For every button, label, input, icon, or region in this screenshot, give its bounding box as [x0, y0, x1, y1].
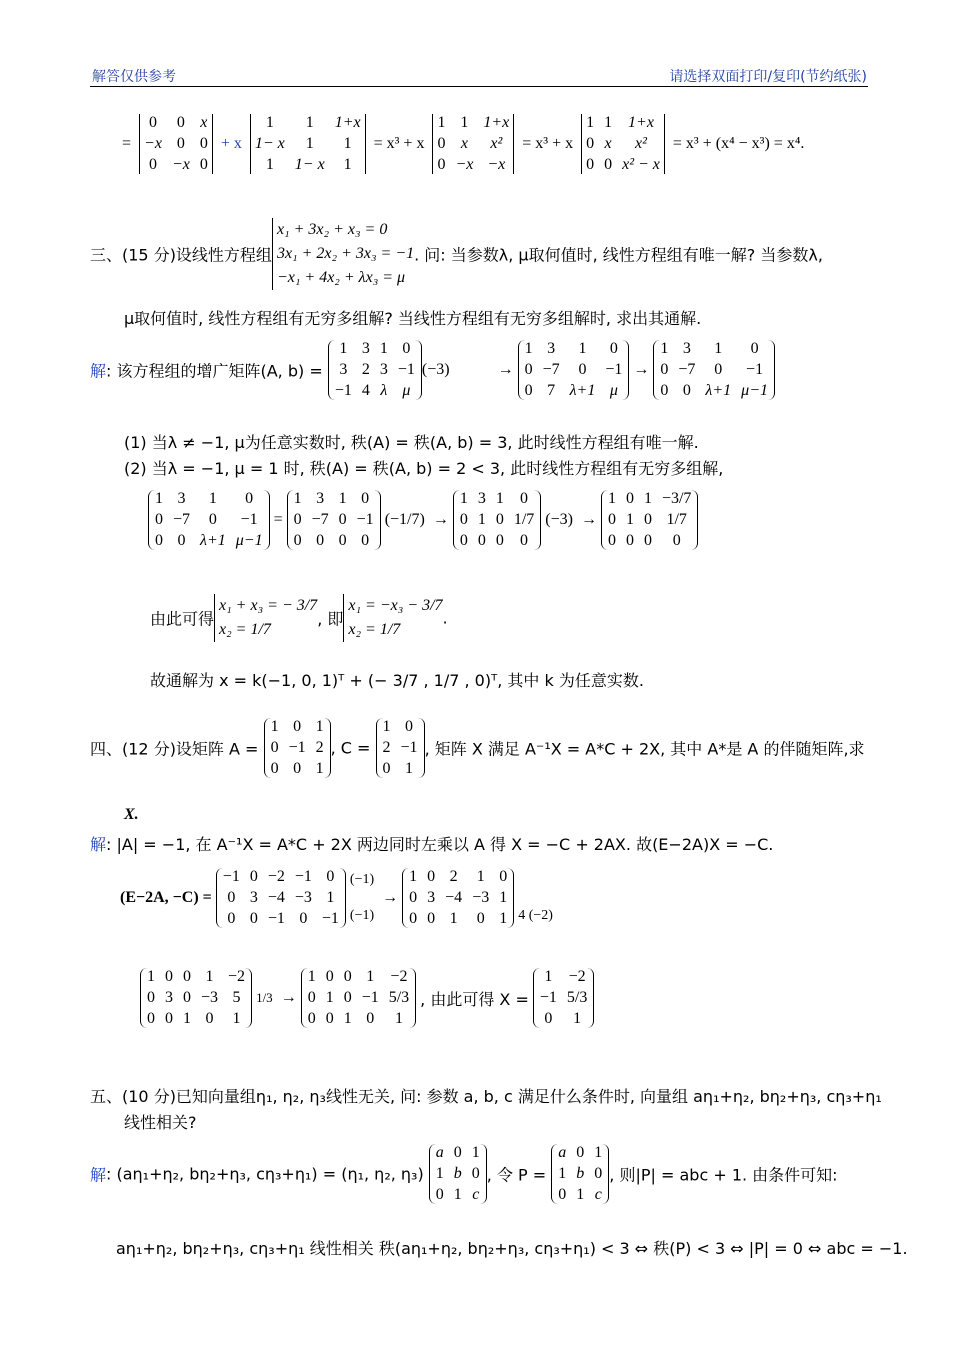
s3-problem [90, 218, 823, 290]
matrix-cell: μ [402, 382, 411, 399]
matrix-cell: 0 [245, 490, 254, 507]
matrix-cell: c [594, 1186, 602, 1203]
matrix-cell: 0 [147, 989, 155, 1006]
s3-m1 [328, 340, 422, 400]
solution-label: 解 [90, 1165, 107, 1185]
matrix-cell: 1 [265, 156, 274, 173]
s3-eq1: x₁ + 3x₂ + x₃ = 0 [276, 221, 388, 238]
matrix-cell: 1 [405, 760, 414, 777]
matrix-cell: λ [380, 382, 388, 399]
matrix-cell: 0 [361, 490, 370, 507]
matrix-cell: −1 [240, 511, 258, 528]
matrix-cell: x [200, 114, 208, 131]
matrix-cell: 1+x [334, 114, 361, 131]
matrix-cell: 1 [476, 868, 485, 885]
matrix-cell: 1 [524, 340, 533, 357]
matrix-cell: −3 [472, 889, 490, 906]
s3-eq2: 3x₁ + 2x₂ + 3x₃ = −1 [276, 245, 415, 262]
solution-label: 解 [90, 361, 107, 381]
matrix-cell: 1/7 [513, 511, 535, 528]
matrix-cell: 0 [326, 868, 335, 885]
matrix-cell: 0 [750, 340, 759, 357]
s4-a1 [216, 868, 346, 928]
matrix-cell: 0 [499, 868, 508, 885]
header-left: 解答仅供参考 [92, 69, 176, 85]
s5-M [429, 1144, 487, 1204]
s5-P-tail: , 则|P| = abc + 1. 由条件可知: [609, 1165, 838, 1185]
matrix-cell: −1 [321, 910, 339, 927]
matrix-cell: 3 [165, 989, 173, 1006]
matrix-cell: −2 [228, 968, 246, 985]
matrix-cell: 0 [148, 114, 157, 131]
matrix-cell: 0 [361, 532, 370, 549]
matrix-cell: 0 [227, 910, 236, 927]
derive-sys2-eq2: x₂ = 1/7 [348, 621, 401, 638]
matrix-cell: 0 [293, 760, 302, 777]
matrix-cell: a [435, 1144, 444, 1161]
matrix-cell: 0 [316, 532, 325, 549]
derive-sys1-eq2: x₂ = 1/7 [219, 621, 271, 638]
matrix-cell: 5/3 [566, 989, 588, 1006]
matrix-cell: 0 [409, 910, 418, 927]
matrix-cell: x² [635, 135, 647, 152]
matrix-cell: 0 [402, 340, 411, 357]
solution-label: 解 [90, 835, 107, 854]
s3-derive: 由此可得 x₁ + x₃ = − 3/7 x₂ = 1/7 , 即 x₁ = −x₃ − 3/7 x₂ = 1/7 . [150, 594, 448, 642]
s4-A [264, 718, 331, 778]
s3-r1 [148, 490, 270, 550]
matrix-cell: 0 [437, 156, 446, 173]
matrix-cell: 0 [594, 1165, 603, 1182]
matrix-cell: 0 [205, 1010, 214, 1027]
matrix-cell: 0 [155, 532, 163, 549]
matrix-cell: 0 [459, 532, 468, 549]
matrix-cell: 0 [270, 739, 279, 756]
matrix-cell: 1 [326, 889, 335, 906]
s3-question: . 问: 当参数λ, μ取何值时, 线性方程组有唯一解? 当参数λ, [414, 245, 823, 265]
s3-reduction: 1 3 1 0 0 −7 0 −1 0 0 λ+1 μ−1 = 1 3 1 0 0 −7 0 −1 0 0 0 0 (−1/7) → 1 3 1 0 0 1 0 1/7 0 0 0 0 (−3) → 1 0 1 −3/7 0 1 0 1/7 0 0 0 0 [148, 490, 698, 550]
det-4 [581, 114, 665, 174]
eq1: = x³ + x [373, 135, 425, 152]
matrix-cell: 3 [682, 340, 691, 357]
matrix-cell: 0 [520, 490, 529, 507]
matrix-cell: −1 [222, 868, 240, 885]
matrix-cell: 1 [325, 989, 334, 1006]
matrix-cell: −x [455, 156, 474, 173]
matrix-cell: −7 [542, 361, 560, 378]
det-1 [139, 114, 213, 174]
matrix-cell: 0 [477, 532, 486, 549]
matrix-cell: 0 [177, 532, 186, 549]
matrix-cell: x [460, 135, 468, 152]
s3-case2: (2) 当λ = −1, μ = 1 时, 秩(A) = 秩(A, b) = 2 < 3, 此时线性方程组有无穷多组解, [124, 459, 724, 478]
matrix-cell: 3 [477, 490, 486, 507]
matrix-cell: 1 [578, 340, 587, 357]
matrix-cell: 0 [609, 340, 618, 357]
matrix-cell: 0 [672, 532, 681, 549]
matrix-cell: 3 [177, 490, 186, 507]
s3-m3 [653, 340, 775, 400]
matrix-cell: 0 [625, 532, 634, 549]
s3-r3-op: (−3) [545, 511, 573, 528]
matrix-cell: 1 [643, 490, 652, 507]
matrix-cell: 1 [343, 1010, 352, 1027]
matrix-cell: 1 [315, 718, 324, 735]
matrix-cell: 4 [361, 382, 370, 399]
matrix-cell: 0 [293, 532, 302, 549]
matrix-cell: 0 [586, 135, 595, 152]
matrix-cell: 0 [148, 156, 157, 173]
matrix-cell: 1− x [294, 156, 325, 173]
s5-line1: 五、(10 分)已知向量组η₁, η₂, η₃线性无关, 问: 参数 a, b, c 满足什么条件时, 向量组 aη₁+η₂, bη₂+η₃, cη₃+η₁ [90, 1087, 882, 1106]
derive-sys2-eq1: x₁ = −x₃ − 3/7 [348, 597, 443, 614]
s5-P [551, 1144, 609, 1204]
matrix-cell: 3 [339, 361, 348, 378]
matrix-cell: 1 [338, 490, 347, 507]
matrix-cell: 0 [524, 361, 533, 378]
matrix-cell: 0 [520, 532, 529, 549]
det-tail: = x³ + (x⁴ − x³) = x⁴. [672, 135, 805, 152]
matrix-cell: 1 [477, 511, 486, 528]
matrix-cell: 1 [394, 1010, 403, 1027]
matrix-cell: x² − x [622, 156, 660, 173]
matrix-cell: 1 [586, 114, 595, 131]
matrix-cell: 0 [409, 889, 418, 906]
s3-r3 [453, 490, 541, 550]
matrix-cell: 3 [427, 889, 436, 906]
matrix-cell: −3 [294, 889, 312, 906]
matrix-cell: 1 [660, 340, 669, 357]
matrix-cell: 0 [643, 511, 652, 528]
matrix-cell: 1 [205, 968, 214, 985]
matrix-cell: 0 [183, 989, 191, 1006]
matrix-cell: 0 [293, 511, 302, 528]
matrix-cell: 0 [270, 760, 279, 777]
matrix-cell: −3/7 [661, 490, 692, 507]
s5-final: aη₁+η₂, bη₂+η₃, cη₃+η₁ 线性相关 秩(aη₁+η₂, bη₂+η₃, cη₃+η₁) < 3 ⇔ 秩(P) < 3 ⇔ |P| = 0 ⇔ abc = −1. [116, 1239, 908, 1258]
matrix-cell: 1− x [254, 135, 285, 152]
matrix-cell: −1 [397, 361, 415, 378]
matrix-cell: 0 [176, 135, 185, 152]
matrix-cell: 0 [437, 135, 446, 152]
matrix-cell: 1 [183, 1010, 191, 1027]
derive-mid: , 即 [317, 609, 344, 629]
s3-line2: μ取何值时, 线性方程组有无穷多组解? 当线性方程组有无穷多组解时, 求出其通解. [124, 309, 702, 328]
s3-m1-op: (−3) [421, 361, 450, 378]
matrix-cell: 1 [343, 156, 352, 173]
s3-system [272, 218, 414, 290]
matrix-cell: −x [144, 135, 162, 152]
matrix-cell: 1 [453, 1186, 462, 1203]
matrix-cell: a [558, 1144, 567, 1161]
matrix-cell: 0 [495, 511, 504, 528]
a1-op1: (−1) [349, 872, 375, 887]
s4-C-label: , C = [330, 738, 371, 758]
matrix-cell: 0 [714, 361, 723, 378]
matrix-cell: 2 [382, 739, 391, 756]
matrix-cell: 1 [604, 114, 613, 131]
s3-sol-text: : 该方程组的增广矩阵(A, b) = [106, 361, 323, 381]
derive-sys2 [343, 594, 442, 642]
matrix-cell: 1+x [628, 114, 654, 131]
matrix-cell: 2 [449, 868, 458, 885]
derive-sys1-eq1: x₁ + x₃ = − 3/7 [219, 597, 318, 614]
matrix-cell: −3 [201, 989, 219, 1006]
s4-C [376, 718, 425, 778]
matrix-cell: 1 [265, 114, 274, 131]
matrix-cell: 1 [293, 490, 302, 507]
matrix-cell: μ−1 [741, 382, 768, 399]
matrix-cell: 1 [305, 114, 314, 131]
matrix-cell: μ [609, 382, 618, 399]
matrix-cell: 1 [576, 1186, 585, 1203]
matrix-cell: 1 [544, 968, 553, 985]
s3-general: 故通解为 x = k(−1, 0, 1)ᵀ + (− 3/7 , 1/7 , 0)ᵀ, 其中 k 为任意实数. [150, 671, 644, 690]
header-rule [90, 86, 868, 87]
matrix-cell: x² [490, 135, 503, 152]
s4-a2 [402, 868, 514, 928]
s4-x-line: X. [124, 806, 139, 823]
aug-label: (E−2A, −C) = [120, 889, 212, 906]
matrix-cell: μ−1 [235, 532, 263, 549]
matrix-cell: −2 [568, 968, 586, 985]
matrix-cell: −x [487, 156, 506, 173]
plus-x: + x [220, 135, 242, 152]
matrix-cell: 0 [405, 718, 414, 735]
matrix-cell: 0 [343, 968, 352, 985]
s4-solution [90, 832, 773, 855]
matrix-cell: 0 [293, 718, 302, 735]
matrix-cell: 2 [315, 739, 324, 756]
s4-suffix: , 矩阵 X 满足 A⁻¹X = A*C + 2X, 其中 A*是 A 的伴随矩阵,求 [424, 739, 865, 759]
det-3 [432, 114, 514, 174]
s3-r2-op: (−1/7) [384, 511, 425, 528]
matrix-cell: −1 [361, 989, 379, 1006]
matrix-cell: b [576, 1165, 585, 1182]
eq2: = x³ + x [522, 135, 574, 152]
matrix-cell: 1 [460, 114, 469, 131]
matrix-cell: 0 [249, 868, 258, 885]
matrix-cell: b [453, 1165, 462, 1182]
s4-a3 [140, 968, 252, 1028]
matrix-cell: −x [171, 156, 190, 173]
matrix-cell: −1 [356, 511, 374, 528]
matrix-cell: 0 [604, 156, 613, 173]
matrix-cell: 0 [199, 156, 208, 173]
matrix-cell: x [604, 135, 612, 152]
matrix-cell: 0 [453, 1144, 462, 1161]
matrix-cell: 0 [183, 968, 191, 985]
s3-r4 [601, 490, 698, 550]
matrix-cell: 1 [382, 718, 391, 735]
matrix-cell: 0 [495, 532, 504, 549]
matrix-cell: 3 [316, 490, 325, 507]
a3-op: 1/3 [256, 990, 273, 1005]
matrix-cell: 0 [524, 382, 533, 399]
matrix-cell: 1 [471, 1144, 480, 1161]
matrix-cell: 3 [547, 340, 556, 357]
matrix-cell: 1 [270, 718, 279, 735]
a1-op2: (−1) [349, 908, 375, 923]
matrix-cell: 0 [660, 382, 669, 399]
matrix-cell: 0 [576, 1144, 585, 1161]
matrix-cell: 0 [578, 361, 587, 378]
matrix-cell: 0 [558, 1186, 567, 1203]
matrix-cell: 0 [476, 910, 485, 927]
matrix-cell: 0 [607, 532, 616, 549]
matrix-cell: 0 [343, 989, 352, 1006]
matrix-cell: 1 [366, 968, 375, 985]
s4-aug: (E−2A, −C) = −1 0 −2 −1 0 0 3 −4 −3 1 0 0 −1 0 −1 (−1) (−1) → 1 0 2 1 0 0 3 −4 −3 1 0 0 1 0 1 4 (−2) [116, 868, 557, 928]
matrix-cell: 0 [544, 1010, 553, 1027]
matrix-cell: 0 [307, 1010, 316, 1027]
derive-sys1 [214, 594, 317, 642]
matrix-cell: 1 [459, 490, 468, 507]
s5-P-label: , 令 P = [486, 1165, 547, 1185]
matrix-cell: 1 [307, 968, 316, 985]
matrix-cell: −1 [400, 739, 418, 756]
matrix-cell: 1 [594, 1144, 603, 1161]
s4-X [533, 968, 594, 1028]
matrix-cell: 1 [607, 490, 616, 507]
s4-reduction: 1 0 0 1 −2 0 3 0 −3 5 0 0 1 0 1 1/3 → 1 0 0 1 −2 0 1 0 −1 5/3 0 0 1 0 1 , 由此可得 X = 1 −2 −1 5/3 0 1 [140, 968, 594, 1028]
matrix-cell: −1 [334, 382, 352, 399]
matrix-cell: c [472, 1186, 480, 1203]
matrix-cell: −7 [678, 361, 696, 378]
a2-op1: 4 [518, 908, 526, 923]
matrix-cell: −4 [445, 889, 463, 906]
s5-line2: 线性相关? [124, 1113, 197, 1132]
matrix-cell: 1 [558, 1165, 567, 1182]
s3-solution: 解: 该方程组的增广矩阵(A, b) = 1 3 1 0 3 2 3 −1 −1 4 λ μ (−3) → 1 3 1 0 0 −7 0 −1 0 7 λ+1 μ → 1 3 1 0 0 −7 0 −1 0 0 λ+1 μ−1 [90, 340, 775, 400]
s3-eq3: −x₁ + 4x₂ + λx₃ = μ [276, 269, 406, 286]
matrix-cell: 0 [165, 1010, 173, 1027]
s5-solution [90, 1144, 838, 1204]
header-right: 请选择双面打印/复印(节约纸张) [669, 69, 867, 85]
matrix-cell: 1 [147, 968, 155, 985]
matrix-cell: 1 [573, 1010, 582, 1027]
matrix-cell: −4 [267, 889, 285, 906]
matrix-cell: 1 [343, 135, 352, 152]
matrix-cell: −1 [288, 739, 306, 756]
matrix-cell: 1 [232, 1010, 241, 1027]
matrix-cell: −2 [390, 968, 408, 985]
matrix-cell: −7 [311, 511, 329, 528]
matrix-cell: 1 [495, 490, 504, 507]
s4-problem [90, 718, 865, 778]
matrix-cell: 3 [249, 889, 258, 906]
matrix-cell: 1 [499, 889, 508, 906]
matrix-cell: 0 [427, 910, 436, 927]
s3-case1: (1) 当λ ≠ −1, μ为任意实数时, 秩(A) = 秩(A, b) = 3, 此时线性方程组有唯一解. [124, 433, 699, 452]
matrix-cell: −1 [539, 989, 557, 1006]
matrix-cell: 0 [607, 511, 616, 528]
s5-sol-text: : (aη₁+η₂, bη₂+η₃, cη₃+η₁) = (η₁, η₂, η₃) [106, 1164, 424, 1184]
matrix-cell: 0 [299, 910, 308, 927]
s4-sol-text: : |A| = −1, 在 A⁻¹X = A*C + 2X 两边同时左乘以 A 得 X = −C + 2AX. 故(E−2A)X = −C. [106, 835, 774, 854]
matrix-cell: 0 [427, 868, 436, 885]
a2-op2: (−2) [528, 908, 553, 923]
matrix-cell: 0 [307, 989, 316, 1006]
matrix-cell: 1 [714, 340, 723, 357]
matrix-cell: 1 [379, 340, 388, 357]
matrix-cell: 1 [449, 910, 458, 927]
matrix-cell: −7 [173, 511, 191, 528]
derive-prefix: 由此可得 [150, 609, 215, 629]
matrix-cell: 0 [227, 889, 236, 906]
matrix-cell: 0 [199, 135, 208, 152]
matrix-cell: λ+1 [705, 382, 732, 399]
s4-prefix: 四、(12 分)设矩阵 A = [90, 739, 259, 759]
matrix-cell: 0 [155, 511, 163, 528]
matrix-cell: 1 [437, 114, 446, 131]
matrix-cell: 3 [379, 361, 388, 378]
matrix-cell: 0 [643, 532, 652, 549]
matrix-cell: 1 [625, 511, 634, 528]
matrix-cell: 0 [325, 968, 334, 985]
matrix-cell: 7 [547, 382, 556, 399]
matrix-cell: 1 [409, 868, 418, 885]
matrix-cell: 0 [382, 760, 391, 777]
matrix-cell: 0 [208, 511, 217, 528]
matrix-cell: 0 [249, 910, 258, 927]
matrix-cell: 0 [625, 490, 634, 507]
matrix-cell: 0 [435, 1186, 444, 1203]
s4-a4 [301, 968, 416, 1028]
matrix-cell: 0 [165, 968, 173, 985]
matrix-cell: 0 [338, 532, 347, 549]
result-prefix: , 由此可得 X = [420, 989, 529, 1009]
matrix-cell: 0 [660, 361, 669, 378]
s3-r2 [287, 490, 381, 550]
matrix-cell: λ+1 [200, 532, 226, 549]
matrix-cell: 0 [471, 1165, 480, 1182]
matrix-cell: −2 [267, 868, 285, 885]
matrix-cell: −1 [267, 910, 285, 927]
matrix-cell: 0 [325, 1010, 334, 1027]
s3-m2 [518, 340, 630, 400]
matrix-cell: 1 [435, 1165, 444, 1182]
matrix-cell: λ+1 [569, 382, 596, 399]
matrix-cell: 5/3 [388, 989, 410, 1006]
matrix-cell: 1 [155, 490, 163, 507]
matrix-cell: −1 [294, 868, 312, 885]
matrix-cell: 5 [232, 989, 241, 1006]
matrix-cell: 1 [499, 910, 508, 927]
matrix-cell: 1+x [483, 114, 510, 131]
matrix-cell: 0 [682, 382, 691, 399]
matrix-cell: 0 [147, 1010, 155, 1027]
matrix-cell: −1 [746, 361, 764, 378]
matrix-cell: 1/7 [666, 511, 687, 528]
matrix-cell: 0 [459, 511, 468, 528]
matrix-cell: 0 [176, 114, 185, 131]
determinant-line: = 0 0 x −x 0 0 0 −x 0 + x 1 1 1+x 1− x 1 1 1 1− x 1 = x³ + x 1 1 1+x 0 x x² 0 −x −x = x³ + x 1 1 1+x 0 x x² 0 0 x² − x = x³ + (x⁴ − x³) = x⁴. [118, 114, 808, 174]
matrix-cell: 1 [305, 135, 314, 152]
matrix-cell: 0 [586, 156, 595, 173]
matrix-cell: 1 [339, 340, 348, 357]
matrix-cell: 2 [361, 361, 370, 378]
matrix-cell: 0 [366, 1010, 375, 1027]
matrix-cell: 1 [315, 760, 324, 777]
matrix-cell: 1 [208, 490, 217, 507]
det-2 [250, 114, 366, 174]
s3-prefix: 三、(15 分)设线性方程组 [90, 245, 272, 265]
matrix-cell: 0 [338, 511, 347, 528]
matrix-cell: 3 [361, 340, 370, 357]
matrix-cell: −1 [605, 361, 623, 378]
